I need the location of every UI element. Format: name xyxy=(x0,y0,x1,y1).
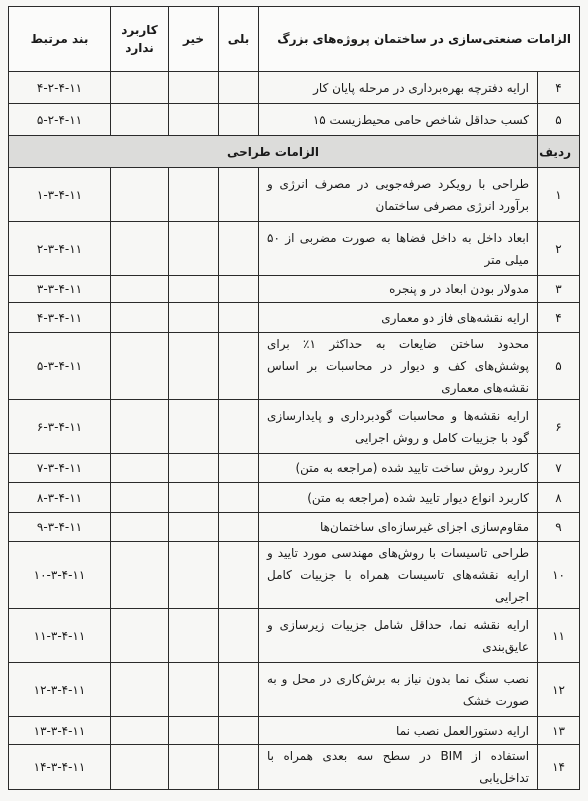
not-applicable-checkbox-cell[interactable] xyxy=(111,745,169,790)
reference-clause: ۵-۲-۴-۱۱ xyxy=(9,104,111,136)
reference-clause: ۳-۳-۴-۱۱ xyxy=(9,276,111,303)
not-applicable-checkbox-cell[interactable] xyxy=(111,72,169,104)
row-number: ۱۳ xyxy=(538,717,580,745)
not-applicable-checkbox-cell[interactable] xyxy=(111,104,169,136)
table-row xyxy=(9,303,580,333)
reference-clause: ۲-۳-۴-۱۱ xyxy=(9,222,111,276)
top-rows xyxy=(9,72,580,136)
no-checkbox-cell[interactable] xyxy=(169,717,219,745)
row-number: ۵ xyxy=(538,104,580,136)
not-applicable-checkbox-cell[interactable] xyxy=(111,303,169,333)
row-number: ۱۰ xyxy=(538,542,580,609)
no-checkbox-cell[interactable] xyxy=(169,222,219,276)
requirement-text: استفاده از BIM در سطح سه بعدی همراه با تداخل‌یابی xyxy=(259,745,538,790)
row-number: ۳ xyxy=(538,276,580,303)
section-title: الزامات طراحی xyxy=(9,136,538,168)
row-number: ۹ xyxy=(538,513,580,542)
yes-checkbox-cell[interactable] xyxy=(219,745,259,790)
row-number: ۶ xyxy=(538,400,580,454)
not-applicable-checkbox-cell[interactable] xyxy=(111,400,169,454)
requirement-text: نصب سنگ نما بدون نیاز به برش‌کاری در محل و به صورت خشک xyxy=(259,663,538,717)
yes-checkbox-cell[interactable] xyxy=(219,663,259,717)
table-row xyxy=(9,104,580,136)
requirement-text: کاربرد انواع دیوار تایید شده (مراجعه به متن) xyxy=(259,483,538,513)
not-applicable-checkbox-cell[interactable] xyxy=(111,483,169,513)
row-number: ۴ xyxy=(538,72,580,104)
yes-checkbox-cell[interactable] xyxy=(219,717,259,745)
row-number: ۲ xyxy=(538,222,580,276)
requirement-text: ارایه دستورالعمل نصب نما xyxy=(259,717,538,745)
header-title: الزامات صنعتی‌سازی در ساختمان پروژه‌های بزرگ xyxy=(259,7,580,72)
yes-checkbox-cell[interactable] xyxy=(219,513,259,542)
reference-clause: ۱-۳-۴-۱۱ xyxy=(9,168,111,222)
requirement-text: ارایه نقشه‌ها و محاسبات گودبرداری و پایدارسازی گود با جزییات کامل و روش اجرایی xyxy=(259,400,538,454)
yes-checkbox-cell[interactable] xyxy=(219,609,259,663)
no-checkbox-cell[interactable] xyxy=(169,333,219,400)
table-row xyxy=(9,483,580,513)
reference-clause: ۱۴-۳-۴-۱۱ xyxy=(9,745,111,790)
no-checkbox-cell[interactable] xyxy=(169,104,219,136)
reference-clause: ۴-۳-۴-۱۱ xyxy=(9,303,111,333)
row-number: ۱ xyxy=(538,168,580,222)
no-checkbox-cell[interactable] xyxy=(169,276,219,303)
yes-checkbox-cell[interactable] xyxy=(219,104,259,136)
row-number: ۱۱ xyxy=(538,609,580,663)
yes-checkbox-cell[interactable] xyxy=(219,72,259,104)
no-checkbox-cell[interactable] xyxy=(169,400,219,454)
design-rows xyxy=(9,168,580,790)
reference-clause: ۱۲-۳-۴-۱۱ xyxy=(9,663,111,717)
row-number: ۱۲ xyxy=(538,663,580,717)
not-applicable-checkbox-cell[interactable] xyxy=(111,513,169,542)
requirement-text: طراحی با رویکرد صرفه‌جویی در مصرف انرژی و برآورد انرژی مصرفی ساختمان xyxy=(259,168,538,222)
table-row xyxy=(9,663,580,717)
yes-checkbox-cell[interactable] xyxy=(219,222,259,276)
reference-clause: ۱۰-۳-۴-۱۱ xyxy=(9,542,111,609)
table-row xyxy=(9,72,580,104)
table-row xyxy=(9,513,580,542)
no-checkbox-cell[interactable] xyxy=(169,454,219,483)
row-number: ۵ xyxy=(538,333,580,400)
row-number: ۷ xyxy=(538,454,580,483)
section-label: ردیف xyxy=(538,136,580,168)
not-applicable-checkbox-cell[interactable] xyxy=(111,609,169,663)
table-row xyxy=(9,542,580,609)
table-row xyxy=(9,717,580,745)
row-number: ۸ xyxy=(538,483,580,513)
not-applicable-checkbox-cell[interactable] xyxy=(111,454,169,483)
not-applicable-checkbox-cell[interactable] xyxy=(111,542,169,609)
yes-checkbox-cell[interactable] xyxy=(219,303,259,333)
row-number: ۱۴ xyxy=(538,745,580,790)
no-checkbox-cell[interactable] xyxy=(169,663,219,717)
no-checkbox-cell[interactable] xyxy=(169,745,219,790)
not-applicable-checkbox-cell[interactable] xyxy=(111,663,169,717)
header-reference: بند مرتبط xyxy=(9,7,111,72)
table-row xyxy=(9,168,580,222)
section-header xyxy=(9,136,580,168)
yes-checkbox-cell[interactable] xyxy=(219,454,259,483)
requirement-text: ارایه نقشه‌های فاز دو معماری xyxy=(259,303,538,333)
reference-clause: ۱۱-۳-۴-۱۱ xyxy=(9,609,111,663)
no-checkbox-cell[interactable] xyxy=(169,168,219,222)
not-applicable-checkbox-cell[interactable] xyxy=(111,222,169,276)
not-applicable-checkbox-cell[interactable] xyxy=(111,168,169,222)
table-row xyxy=(9,222,580,276)
reference-clause: ۱۳-۳-۴-۱۱ xyxy=(9,717,111,745)
header-yes: بلی xyxy=(219,7,259,72)
reference-clause: ۵-۳-۴-۱۱ xyxy=(9,333,111,400)
not-applicable-checkbox-cell[interactable] xyxy=(111,717,169,745)
reference-clause: ۴-۲-۴-۱۱ xyxy=(9,72,111,104)
section-row xyxy=(9,136,580,168)
no-checkbox-cell[interactable] xyxy=(169,542,219,609)
header-no: خیر xyxy=(169,7,219,72)
yes-checkbox-cell[interactable] xyxy=(219,276,259,303)
yes-checkbox-cell[interactable] xyxy=(219,333,259,400)
no-checkbox-cell[interactable] xyxy=(169,72,219,104)
requirement-text: ارایه دفترچه بهره‌برداری در مرحله پایان کار xyxy=(259,72,538,104)
yes-checkbox-cell[interactable] xyxy=(219,542,259,609)
not-applicable-checkbox-cell[interactable] xyxy=(111,276,169,303)
requirement-text: مقاوم‌سازی اجزای غیرسازه‌ای ساختمان‌ها xyxy=(259,513,538,542)
yes-checkbox-cell[interactable] xyxy=(219,483,259,513)
table-row xyxy=(9,333,580,400)
reference-clause: ۸-۳-۴-۱۱ xyxy=(9,483,111,513)
table-row xyxy=(9,454,580,483)
requirement-text: مدولار بودن ابعاد در و پنجره xyxy=(259,276,538,303)
header-not-applicable: کاربرد ندارد xyxy=(111,7,169,72)
row-number: ۴ xyxy=(538,303,580,333)
table-header-row xyxy=(9,7,580,72)
table-row xyxy=(9,745,580,790)
no-checkbox-cell[interactable] xyxy=(169,609,219,663)
no-checkbox-cell[interactable] xyxy=(169,483,219,513)
table-row xyxy=(9,276,580,303)
requirement-text: کسب حداقل شاخص حامی محیط‌زیست ۱۵ xyxy=(259,104,538,136)
requirements-table xyxy=(8,6,580,790)
reference-clause: ۷-۳-۴-۱۱ xyxy=(9,454,111,483)
requirement-text: کاربرد روش ساخت تایید شده (مراجعه به متن) xyxy=(259,454,538,483)
requirement-text: ارایه نقشه نما، حداقل شامل جزییات زیرسازی و عایق‌بندی xyxy=(259,609,538,663)
not-applicable-checkbox-cell[interactable] xyxy=(111,333,169,400)
reference-clause: ۶-۳-۴-۱۱ xyxy=(9,400,111,454)
reference-clause: ۹-۳-۴-۱۱ xyxy=(9,513,111,542)
table-row xyxy=(9,400,580,454)
no-checkbox-cell[interactable] xyxy=(169,303,219,333)
yes-checkbox-cell[interactable] xyxy=(219,168,259,222)
requirement-text: محدود ساختن ضایعات به حداکثر ۱٪ برای پوشش‌های کف و دیوار در محاسبات بر اساس نقشه‌های معماری xyxy=(259,333,538,400)
no-checkbox-cell[interactable] xyxy=(169,513,219,542)
table-row xyxy=(9,609,580,663)
requirement-text: ابعاد داخل به داخل فضاها به صورت مضربی از ۵۰ میلی متر xyxy=(259,222,538,276)
yes-checkbox-cell[interactable] xyxy=(219,400,259,454)
requirement-text: طراحی تاسیسات با روش‌های مهندسی مورد تایید و ارایه نقشه‌های تاسیسات همراه با جزییات کامل اجرایی xyxy=(259,542,538,609)
